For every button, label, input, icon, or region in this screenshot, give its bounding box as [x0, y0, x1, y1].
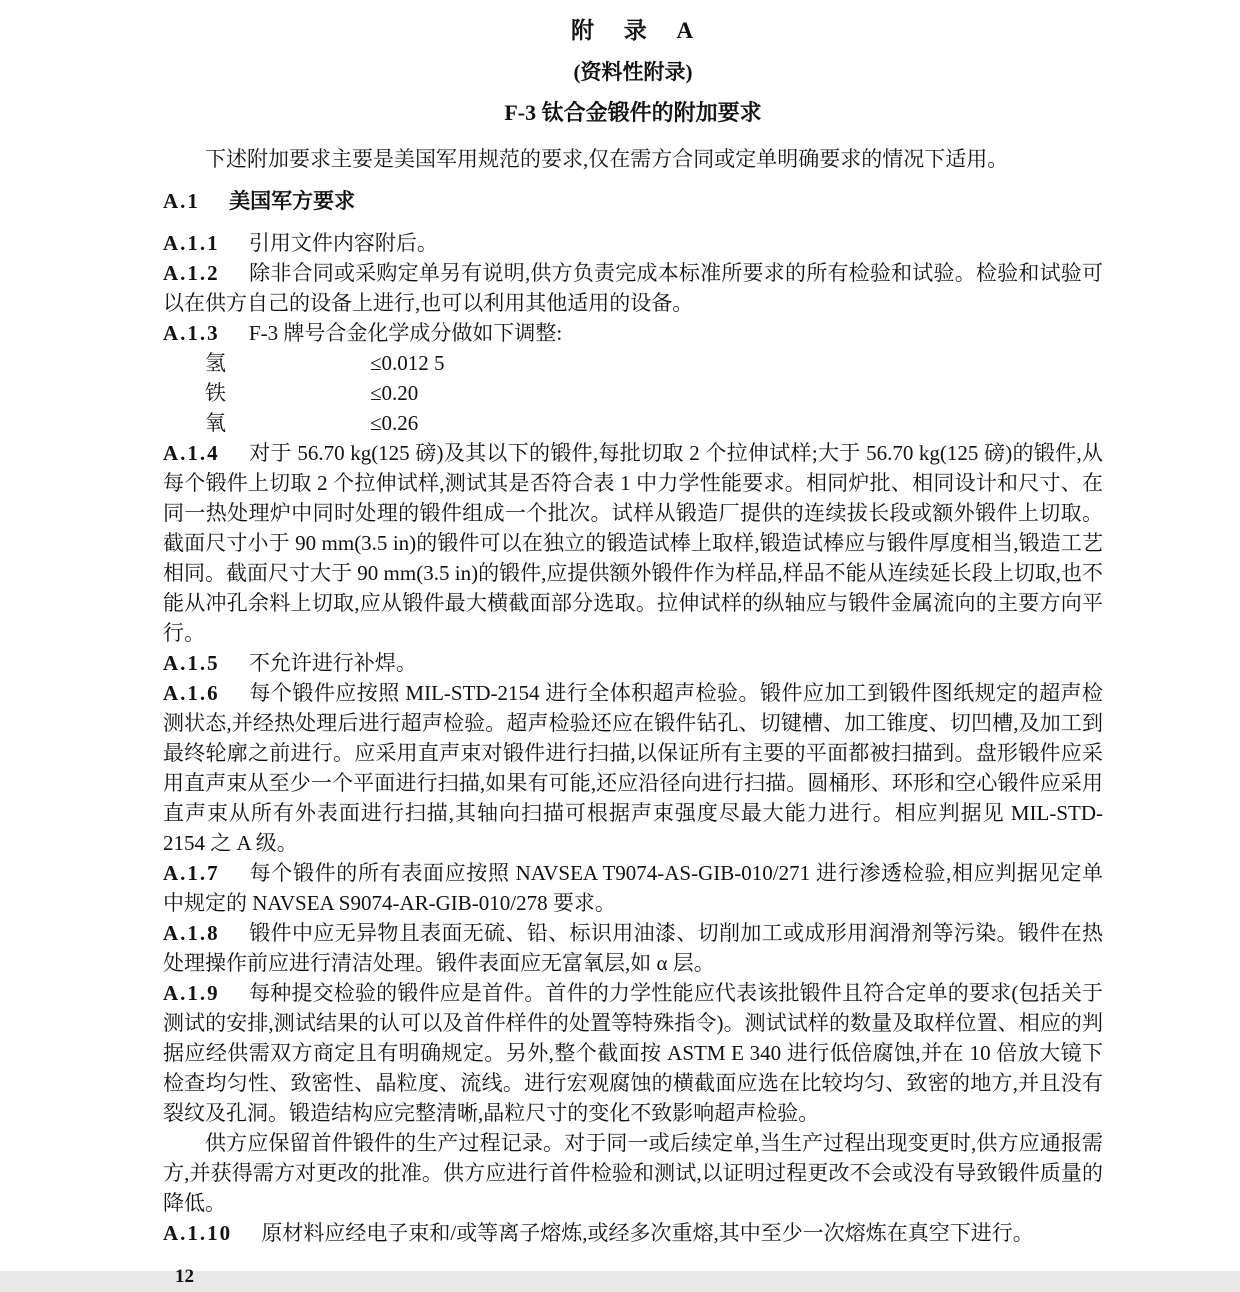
clause-a1-3-text: F-3 牌号合金化学成分做如下调整: — [248, 321, 563, 345]
clause-a1-1-text: 引用文件内容附后。 — [248, 231, 438, 255]
chemistry-row-iron — [205, 378, 1103, 408]
clause-a1-5 — [163, 648, 1103, 678]
clause-a1-6-text: 每个锻件应按照 MIL-STD-2154 进行全体积超声检验。锻件应加工到锻件图纸规定的超声检测状态,并经热处理后进行超声检验。超声检验还应在锻件钻孔、切键槽、加工锥度、切凹槽,及加工到最终轮廓之前进行。应采用直声束对锻件进行扫描,以保证所有主要的平面都被扫描到。盘形锻件应采用直声束从至少一个平面进行扫描,如果有可能,还应沿径向进行扫描。圆桶形、环形和空心锻件应采用直声束从所有外表面进行扫描,其轴向扫描可根据声束强度尽最大能力进行。相应判据见 MIL-STD-2154 之 A 级。 — [163, 681, 1104, 855]
clause-a1-5-text: 不允许进行补焊。 — [248, 651, 417, 675]
clause-a1-7-text: 每个锻件的所有表面应按照 NAVSEA T9074-AS-GIB-010/271 进行渗透检验,相应判据见定单中规定的 NAVSEA S9074-AR-GIB-010/278 要求。 — [163, 861, 1104, 915]
clause-a1-2-label: A.1.2 — [163, 261, 220, 285]
chemistry-limit: ≤0.26 — [370, 411, 419, 435]
clause-a1-6-label: A.1.6 — [163, 681, 220, 705]
clause-a1-2-text: 除非合同或采购定单另有说明,供方负责完成本标准所要求的所有检验和试验。检验和试验可以在供方自己的设备上进行,也可以利用其他适用的设备。 — [163, 261, 1103, 315]
chemistry-limit: ≤0.012 5 — [370, 351, 445, 375]
clause-a1-10-text: 原材料应经电子束和/或等离子熔炼,或经多次重熔,其中至少一次熔炼在真空下进行。 — [261, 1221, 1034, 1245]
clause-a1-8 — [163, 918, 1103, 978]
clause-a1-4-text: 对于 56.70 kg(125 磅)及其以下的锻件,每批切取 2 个拉伸试样;大于 56.70 kg(125 磅)的锻件,从每个锻件上切取 2 个拉伸试样,测试其是否符合表 1 中力学性能要求。相同炉批、相同设计和尺寸、在同一热处理炉中同时处理的锻件组成一个批次。试样从锻造厂提供的连续拔长段或额外锻件上切取。截面尺寸小于 90 mm(3.5 in)的锻件可以在独立的锻造试棒上取样,锻造试棒应与锻件厚度相当,锻造工艺相同。截面尺寸大于 90 mm(3.5 in)的锻件,应提供额外锻件作为样品,样品不能从连续延长段上切取,也不能从冲孔余料上切取,应从锻件最大横截面部分选取。拉伸试样的纵轴应与锻件金属流向的主要方向平行。 — [163, 441, 1104, 645]
clause-a1-10 — [163, 1218, 1103, 1248]
section-a1-label: A.1 — [163, 189, 200, 213]
clause-a1-3 — [163, 318, 1103, 348]
clause-a1-6 — [163, 678, 1103, 858]
clause-a1-3-label: A.1.3 — [163, 321, 220, 345]
section-a1-heading — [163, 186, 1103, 216]
chemistry-row-oxygen — [205, 408, 1103, 438]
appendix-subtitle: (资料性附录) — [573, 60, 693, 84]
clause-a1-8-text: 锻件中应无异物且表面无硫、铅、标识用油漆、切削加工或成形用润滑剂等污染。锻件在热处理操作前应进行清洁处理。锻件表面应无富氧层,如 α 层。 — [163, 921, 1104, 975]
chemistry-limits-list — [163, 348, 1103, 438]
clause-a1-7-label: A.1.7 — [163, 861, 220, 885]
clause-a1-9-paragraph-2: 供方应保留首件锻件的生产过程记录。对于同一或后续定单,当生产过程出现变更时,供方应通报需方,并获得需方对更改的批准。供方应进行首件检验和测试,以证明过程更改不会或没有导致锻件质量的降低。 — [163, 1131, 1103, 1215]
clause-a1-1-label: A.1.1 — [163, 231, 220, 255]
chemistry-element: 氧 — [205, 411, 226, 435]
clause-a1-8-label: A.1.8 — [163, 921, 220, 945]
appendix-heading: F-3 钛合金锻件的附加要求 — [504, 100, 762, 125]
clause-a1-9-text: 每种提交检验的锻件应是首件。首件的力学性能应代表该批锻件且符合定单的要求(包括关于测试的安排,测试结果的认可以及首件样件的处置等特殊指令)。测试试样的数量及取样位置、相应的判据应经供需双方商定且有明确规定。另外,整个截面按 ASTM E 340 进行低倍腐蚀,并在 10 倍放大镜下检查均匀性、致密性、晶粒度、流线。进行宏观腐蚀的横截面应选在比较均匀、致密的地方,并且没有裂纹及孔洞。锻造结构应完整清晰,晶粒尺寸的变化不致影响超声检验。 — [163, 981, 1104, 1125]
clause-a1-7 — [163, 858, 1103, 918]
clause-a1-2 — [163, 258, 1103, 318]
section-a1-title: 美国军方要求 — [229, 189, 356, 213]
appendix-title: 附 录 A — [570, 18, 696, 43]
clause-a1-9 — [163, 978, 1103, 1128]
chemistry-limit: ≤0.20 — [370, 381, 419, 405]
chemistry-row-hydrogen — [205, 348, 1103, 378]
page-number: 12 — [175, 1266, 194, 1287]
clause-a1-9-label: A.1.9 — [163, 981, 220, 1005]
clause-a1-4 — [163, 438, 1103, 648]
clause-a1-5-label: A.1.5 — [163, 651, 220, 675]
appendix-title-block — [163, 16, 1103, 128]
clause-a1-1 — [163, 228, 1103, 258]
chemistry-element: 氢 — [205, 351, 226, 375]
intro-paragraph: 下述附加要求主要是美国军用规范的要求,仅在需方合同或定单明确要求的情况下适用。 — [205, 147, 1009, 171]
clause-a1-10-label: A.1.10 — [163, 1221, 233, 1245]
chemistry-element: 铁 — [205, 381, 226, 405]
clause-a1-4-label: A.1.4 — [163, 441, 220, 465]
